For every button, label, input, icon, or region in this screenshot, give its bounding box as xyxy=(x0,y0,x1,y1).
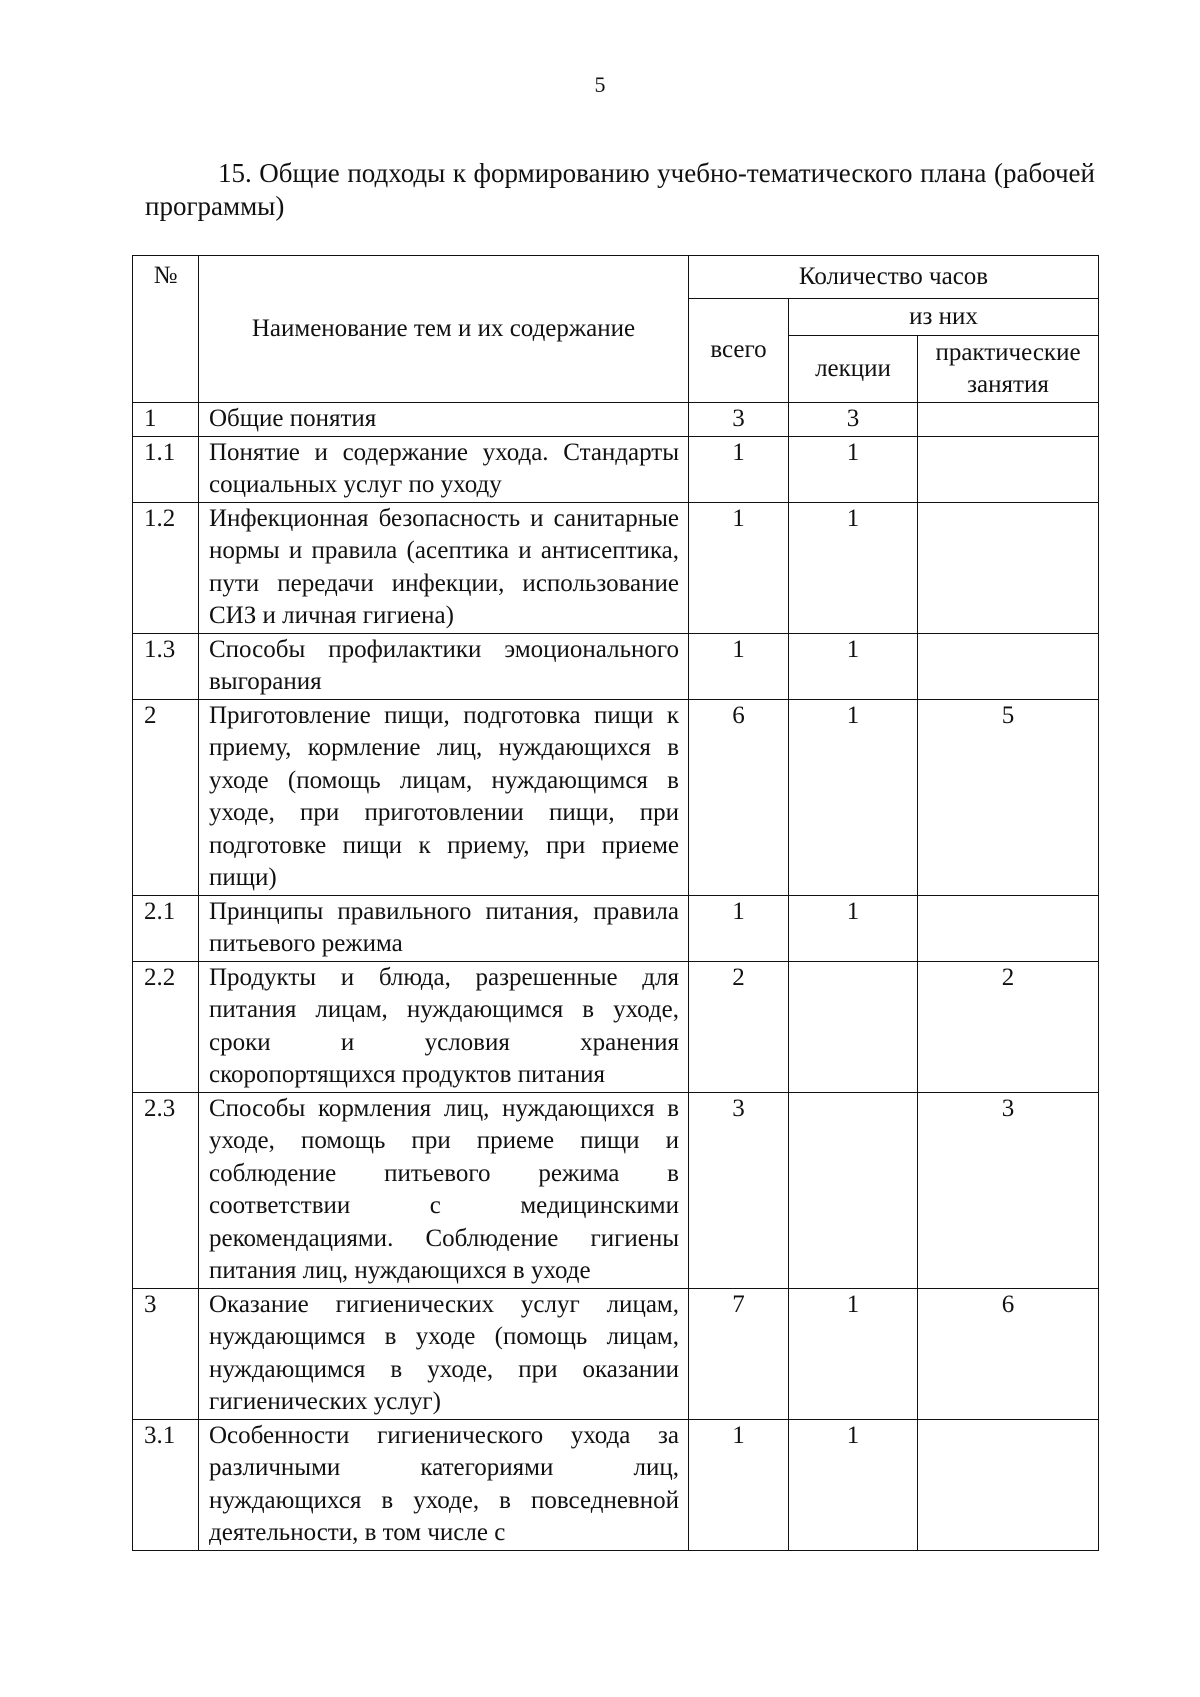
row-number: 1.2 xyxy=(133,502,199,633)
row-topic: Особенности гигиенического ухода за различными категориями лиц, нуждающихся в уходе, в повседневной деятельности, в том числе с xyxy=(199,1419,689,1550)
row-total-hours: 1 xyxy=(689,502,789,633)
row-lecture-hours: 1 xyxy=(789,699,918,895)
row-practice-hours xyxy=(918,502,1099,633)
row-lecture-hours: 1 xyxy=(789,1288,918,1419)
row-lecture-hours: 1 xyxy=(789,1419,918,1550)
header-number: № xyxy=(133,256,199,403)
row-topic: Общие понятия xyxy=(199,403,689,437)
row-lecture-hours: 1 xyxy=(789,633,918,699)
row-lecture-hours: 1 xyxy=(789,436,918,502)
header-of-which: из них xyxy=(789,299,1099,336)
row-number: 1 xyxy=(133,403,199,437)
row-number: 2 xyxy=(133,699,199,895)
row-practice-hours xyxy=(918,436,1099,502)
row-practice-hours: 2 xyxy=(918,961,1099,1092)
page-number: 5 xyxy=(594,72,606,97)
table-row xyxy=(133,895,1099,961)
row-total-hours: 1 xyxy=(689,436,789,502)
row-practice-hours xyxy=(918,1419,1099,1550)
table-row xyxy=(133,403,1099,437)
table-body xyxy=(133,403,1099,1551)
header-topic-name: Наименование тем и их содержание xyxy=(199,256,689,403)
table-row xyxy=(133,1092,1099,1288)
header-total: всего xyxy=(689,299,789,403)
row-lecture-hours: 1 xyxy=(789,895,918,961)
row-number: 2.1 xyxy=(133,895,199,961)
row-total-hours: 1 xyxy=(689,1419,789,1550)
row-total-hours: 2 xyxy=(689,961,789,1092)
curriculum-table xyxy=(132,255,1099,1551)
row-number: 3.1 xyxy=(133,1419,199,1550)
row-topic: Оказание гигиенических услуг лицам, нуждающимся в уходе (помощь лицам, нуждающимся в уходе, при оказании гигиенических услуг) xyxy=(199,1288,689,1419)
row-total-hours: 7 xyxy=(689,1288,789,1419)
row-total-hours: 3 xyxy=(689,1092,789,1288)
row-lecture-hours xyxy=(789,961,918,1092)
table-row xyxy=(133,1419,1099,1550)
row-topic: Продукты и блюда, разрешенные для питания лицам, нуждающимся в уходе, сроки и условия хранения скоропортящихся продуктов питания xyxy=(199,961,689,1092)
row-total-hours: 3 xyxy=(689,403,789,437)
row-topic: Инфекционная безопасность и санитарные нормы и правила (асептика и антисептика, пути передачи инфекции, использование СИЗ и личная гигиена) xyxy=(199,502,689,633)
row-practice-hours xyxy=(918,403,1099,437)
row-number: 2.2 xyxy=(133,961,199,1092)
row-practice-hours xyxy=(918,633,1099,699)
row-total-hours: 6 xyxy=(689,699,789,895)
row-number: 2.3 xyxy=(133,1092,199,1288)
table-row xyxy=(133,436,1099,502)
row-practice-hours: 3 xyxy=(918,1092,1099,1288)
row-topic: Способы профилактики эмоционального выгорания xyxy=(199,633,689,699)
table-header xyxy=(133,256,1099,403)
header-hours: Количество часов xyxy=(689,256,1099,299)
row-topic: Принципы правильного питания, правила питьевого режима xyxy=(199,895,689,961)
table-row xyxy=(133,633,1099,699)
table-row xyxy=(133,502,1099,633)
row-lecture-hours: 3 xyxy=(789,403,918,437)
row-topic: Способы кормления лиц, нуждающихся в уходе, помощь при приеме пищи и соблюдение питьевого режима в соответствии с медицинскими рекомендациями. Соблюдение гигиены питания лиц, нуждающихся в уходе xyxy=(199,1092,689,1288)
table-row xyxy=(133,1288,1099,1419)
row-topic: Приготовление пищи, подготовка пищи к приему, кормление лиц, нуждающихся в уходе (помощь лицам, нуждающимся в уходе, при приготовлении пищи, при подготовке пищи к приему, при приеме пищи) xyxy=(199,699,689,895)
row-lecture-hours xyxy=(789,1092,918,1288)
row-topic: Понятие и содержание ухода. Стандарты социальных услуг по уходу xyxy=(199,436,689,502)
header-practice: практические занятия xyxy=(918,336,1099,403)
row-total-hours: 1 xyxy=(689,633,789,699)
table-row xyxy=(133,699,1099,895)
header-lectures: лекции xyxy=(789,336,918,403)
row-number: 3 xyxy=(133,1288,199,1419)
table-row xyxy=(133,961,1099,1092)
row-number: 1.1 xyxy=(133,436,199,502)
row-number: 1.3 xyxy=(133,633,199,699)
row-lecture-hours: 1 xyxy=(789,502,918,633)
row-total-hours: 1 xyxy=(689,895,789,961)
row-practice-hours xyxy=(918,895,1099,961)
section-heading: 15. Общие подходы к формированию учебно-тематического плана (рабочей программы) xyxy=(145,158,1095,221)
row-practice-hours: 6 xyxy=(918,1288,1099,1419)
row-practice-hours: 5 xyxy=(918,699,1099,895)
